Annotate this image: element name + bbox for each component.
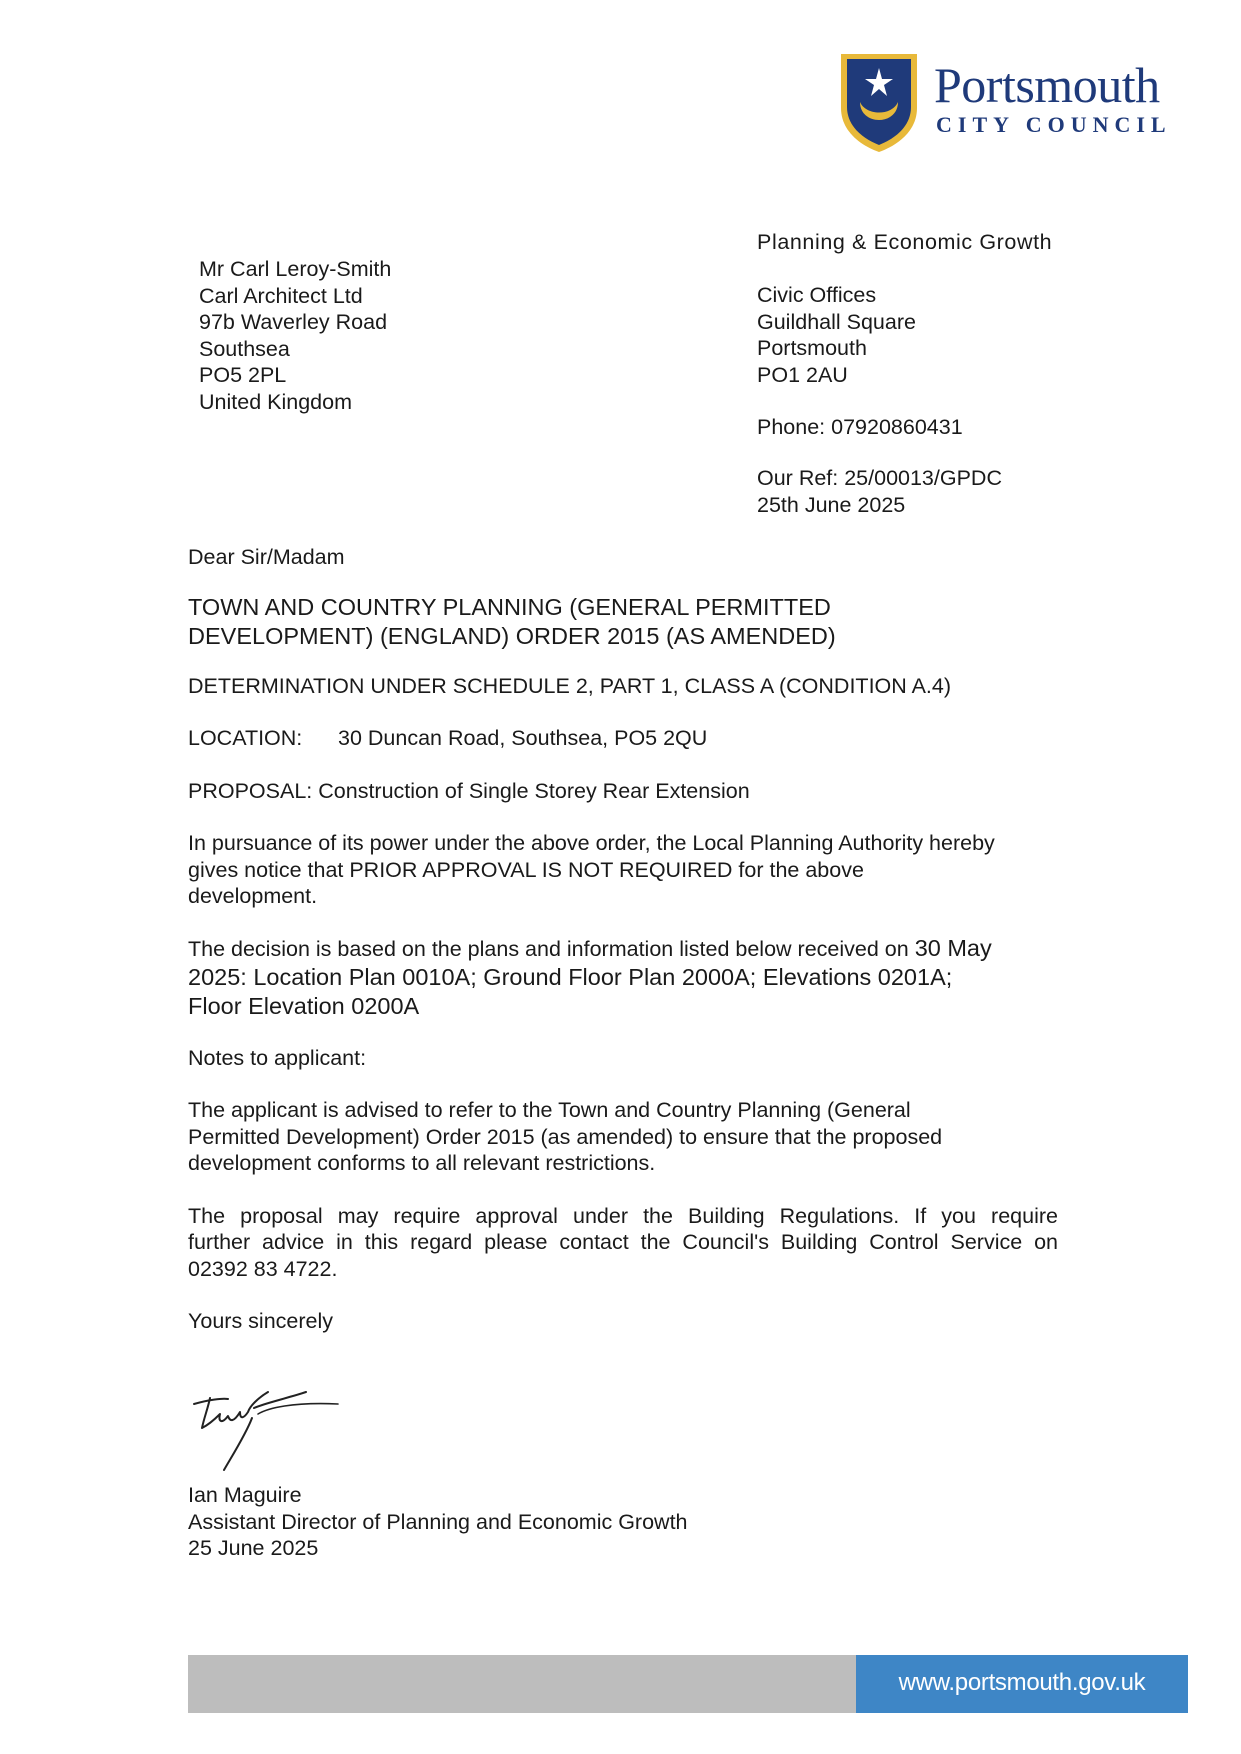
website-link[interactable]: www.portsmouth.gov.uk — [898, 1669, 1146, 1696]
sender-address-line: Guildhall Square — [757, 309, 916, 334]
decision-line-3: Floor Elevation 0200A — [188, 992, 420, 1019]
salutation: Dear Sir/Madam — [188, 545, 345, 569]
recipient-line: Southsea — [199, 336, 290, 361]
decision-text: The decision is based on the plans and information listed below received on — [188, 936, 909, 961]
signatory-title: Assistant Director of Planning and Economic Growth — [188, 1509, 688, 1534]
notice-line-3: development. — [188, 884, 318, 908]
sender-department: Planning & Economic Growth — [757, 230, 1053, 254]
recipient-line: United Kingdom — [199, 389, 352, 414]
sender-address — [757, 282, 916, 388]
proposal-label: PROPOSAL: — [188, 778, 313, 803]
recipient-line: 97b Waverley Road — [199, 310, 388, 334]
notice-line-2: gives notice that PRIOR APPROVAL IS NOT REQUIRED for the above — [188, 857, 864, 882]
sender-address-line: PO1 2AU — [757, 362, 848, 387]
order-title-line-2: DEVELOPMENT) (ENGLAND) ORDER 2015 (AS AMENDED) — [188, 622, 836, 649]
logo-subtitle: CITY COUNCIL — [936, 112, 1172, 137]
proposal-value: Construction of Single Storey Rear Extension — [318, 778, 750, 803]
letter-body — [188, 544, 1058, 1335]
location-label: LOCATION: — [188, 726, 303, 750]
signatory-block — [188, 1482, 688, 1562]
footer-bar — [188, 1655, 1188, 1713]
logo-name: Portsmouth — [934, 57, 1160, 113]
our-reference: Our Ref: 25/00013/GPDC — [757, 466, 1002, 490]
signature — [188, 1378, 348, 1476]
sender-address-line: Civic Offices — [757, 283, 877, 307]
council-logo — [838, 50, 1198, 158]
sender-phone: Phone: 07920860431 — [757, 415, 963, 439]
recipient-line: PO5 2PL — [199, 363, 287, 387]
closing: Yours sincerely — [188, 1309, 333, 1333]
recipient-line: Carl Architect Ltd — [199, 283, 363, 308]
note-2-line-2: further advice in this regard please contact the Council's Building Control Service on — [188, 1230, 1058, 1254]
note-1-line-2: Permitted Development) Order 2015 (as amended) to ensure that the proposed — [188, 1124, 943, 1149]
location-value: 30 Duncan Road, Southsea, PO5 2QU — [338, 726, 708, 750]
letter-date: 25th June 2025 — [757, 492, 906, 517]
note-2-line-1: The proposal may require approval under the Building Regulations. If you require — [188, 1203, 1058, 1228]
proposal-row — [188, 778, 1058, 805]
notes-heading: Notes to applicant: — [188, 1045, 367, 1070]
note-1-line-1: The applicant is advised to refer to the Town and Country Planning (General — [188, 1098, 911, 1122]
decision-line-1 — [188, 934, 1058, 963]
handwritten-signature-icon — [188, 1378, 348, 1476]
determination-heading: DETERMINATION UNDER SCHEDULE 2, PART 1, CLASS A (CONDITION A.4) — [188, 673, 952, 698]
note-2-line-3: 02392 83 4722. — [188, 1256, 338, 1281]
reference-block — [757, 465, 1002, 518]
footer-url-band[interactable] — [856, 1655, 1188, 1713]
recipient-address — [199, 256, 391, 415]
notice-line-1: In pursuance of its power under the above order, the Local Planning Authority hereby — [188, 831, 995, 855]
location-row — [188, 725, 1058, 752]
signatory-date: 25 June 2025 — [188, 1536, 319, 1560]
decision-line-2: 2025: Location Plan 0010A; Ground Floor Plan 2000A; Elevations 0201A; — [188, 963, 953, 990]
footer-grey-band — [188, 1655, 856, 1713]
recipient-line: Mr Carl Leroy-Smith — [199, 257, 392, 281]
sender-address-line: Portsmouth — [757, 336, 867, 360]
signatory-name: Ian Maguire — [188, 1483, 302, 1507]
order-title-line-1: TOWN AND COUNTRY PLANNING (GENERAL PERMITTED — [188, 593, 831, 620]
note-1-line-3: development conforms to all relevant restrictions. — [188, 1151, 656, 1175]
decision-date-start: 30 May — [914, 934, 992, 961]
council-crest-icon — [838, 50, 920, 154]
